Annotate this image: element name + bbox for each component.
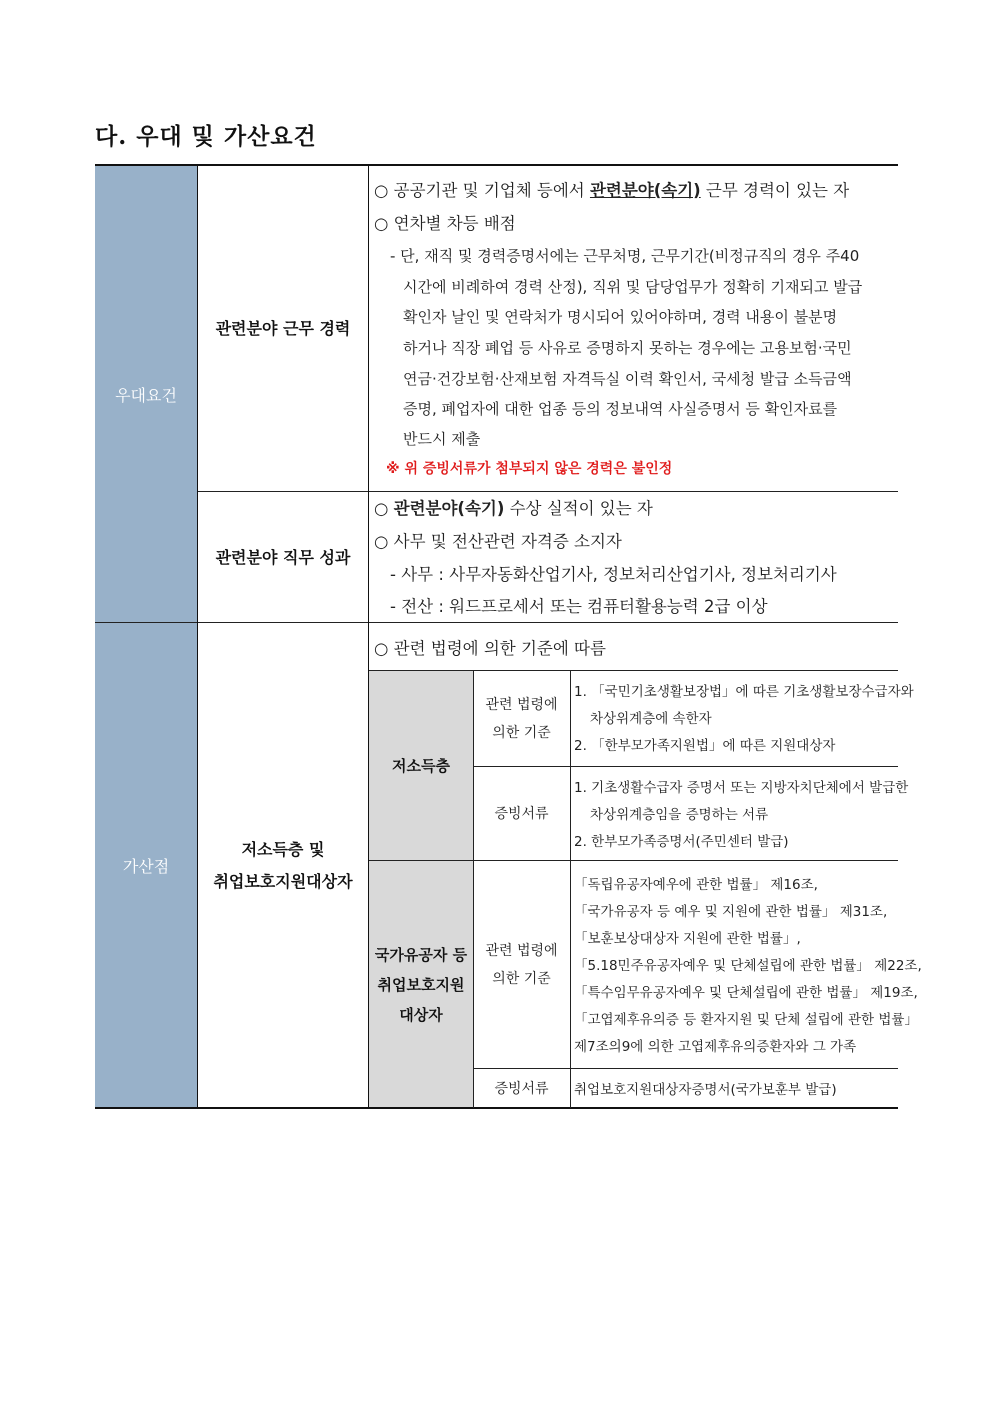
row-divider [197,491,898,492]
low-income-criteria-label-line1: 관련 법령에 [485,697,558,713]
bonus-row-label-line2: 취업보호지원대상자 [213,871,353,891]
low-income-criteria-label-line2: 의한 기준 [492,725,551,741]
row-divider [369,670,898,671]
category-preference-label: 우대요건 [115,385,177,405]
veterans-criteria-label-line1: 관련 법령에 [485,943,558,959]
table-top-border [95,164,898,166]
work-experience-bullet1 [374,177,849,201]
veterans-criteria-line: 「보훈보상대상자 지원에 관한 법률」, [574,931,801,947]
job-performance-bullet1-pre: ○ [374,499,394,518]
veterans-label-line3: 대상자 [399,1005,443,1024]
section-heading: 다. 우대 및 가산요건 [95,123,317,150]
veterans-label-line2: 취업보호지원 [377,975,465,994]
veterans-docs-label [473,1069,570,1108]
work-experience-detail-line: - 단, 재직 및 경력증명서에는 근무처명, 근무기간(비정규직의 경우 주40 [390,247,860,265]
low-income-docs-line: 2. 한부모가족증명서(주민센터 발급) [574,834,789,850]
work-experience-bullet2: ○ 연차별 차등 배점 [374,214,516,233]
work-experience-bullet1-post: 근무 경력이 있는 자 [700,181,850,200]
low-income-criteria-line: 1. 「국민기초생활보장법」에 따른 기초생활보장수급자와 [574,684,914,700]
low-income-docs-line: 1. 기초생활수급자 증명서 또는 지방자치단체에서 발급한 [574,780,909,796]
table-bottom-border [95,1107,898,1109]
veterans-criteria-line: 제7조의9에 의한 고엽제후유의증환자와 그 가족 [574,1039,857,1055]
column-divider [473,671,474,1108]
veterans-criteria-label-line2: 의한 기준 [492,971,551,987]
veterans-docs-label-text: 증빙서류 [494,1080,549,1097]
column-divider [368,165,369,1108]
column-divider [197,165,198,1108]
veterans-criteria-line: 「고엽제후유의증 등 환자지원 및 단체 설립에 관한 법률」 [574,1012,918,1028]
subcategory-veterans [369,861,473,1108]
low-income-criteria-line: 2. 「한부모가족지원법」에 따른 지원대상자 [574,738,836,754]
row-divider [473,766,898,767]
work-experience-warning: ※ 위 증빙서류가 첨부되지 않은 경력은 불인정 [386,461,673,477]
category-bonus-label: 가산점 [122,857,170,876]
job-performance-bullet1-post: 수상 실적이 있는 자 [504,499,653,518]
veterans-criteria-line: 「5.18민주유공자예우 및 단체설립에 관한 법률」 제22조, [574,958,922,974]
low-income-label: 저소득층 [392,757,450,775]
work-experience-detail-line: 반드시 제출 [403,430,481,448]
row-divider [369,860,898,861]
job-performance-bullet2: ○ 사무 및 전산관련 자격증 소지자 [374,532,622,551]
veterans-criteria-line: 「특수임무유공자예우 및 단체설립에 관한 법률」 제19조, [574,985,918,1001]
row-label-bonus [197,623,369,1108]
low-income-criteria-line: 차상위계층에 속한자 [590,711,712,727]
work-experience-label: 관련분야 근무 경력 [215,318,351,338]
job-performance-bullet1-bold: 관련분야(속기) [393,499,505,518]
job-performance-sub2: - 전산 : 워드프로세서 또는 컴퓨터활용능력 2급 이상 [390,597,768,616]
veterans-criteria-label [473,861,570,1069]
veterans-criteria-line: 「국가유공자 등 예우 및 지원에 관한 법률」 제31조, [574,904,888,920]
veterans-docs-text: 취업보호지원대상자증명서(국가보훈부 발급) [574,1082,837,1098]
row-divider [473,1068,898,1069]
job-performance-bullet1 [374,495,653,519]
low-income-docs-line: 차상위계층임을 증명하는 서류 [590,807,769,823]
job-performance-label: 관련분야 직무 성과 [215,547,351,567]
veterans-label-line1: 국가유공자 등 [374,945,468,964]
work-experience-detail-line: 증명, 폐업자에 대한 업종 등의 정보내역 사실증명서 등 확인자료를 [403,400,838,418]
column-divider [570,671,571,1108]
category-preference [95,165,197,623]
bonus-intro: ○ 관련 법령에 의한 기준에 따름 [374,639,606,658]
low-income-docs-label [473,767,570,861]
veterans-criteria-line: 「독립유공자예우에 관한 법률」 제16조, [574,877,818,893]
job-performance-sub1: - 사무 : 사무자동화산업기사, 정보처리산업기사, 정보처리기사 [390,565,837,584]
row-label-work-experience [197,165,369,492]
category-bonus [95,623,197,1108]
bonus-row-label-line1: 저소득층 및 [241,839,325,859]
work-experience-detail-line: 하거나 직장 폐업 등 사유로 증명하지 못하는 경우에는 고용보험·국민 [403,339,852,357]
work-experience-detail-line: 연금·건강보험·산재보험 자격득실 이력 확인서, 국세청 발급 소득금액 [403,370,852,388]
work-experience-detail-line: 시간에 비례하여 경력 산정), 직위 및 담당업무가 정확히 기재되고 발급 [403,278,863,296]
work-experience-bullet1-bold: 관련분야(속기) [589,181,701,200]
low-income-docs-label-text: 증빙서류 [494,806,549,822]
work-experience-detail-line: 확인자 날인 및 연락처가 명시되어 있어야하며, 경력 내용이 불분명 [403,308,838,326]
work-experience-bullet1-pre: ○ 공공기관 및 기업체 등에서 [374,181,590,200]
row-divider [95,622,898,623]
row-label-job-performance [197,492,369,623]
subcategory-low-income [369,671,473,861]
low-income-criteria-label [473,671,570,767]
